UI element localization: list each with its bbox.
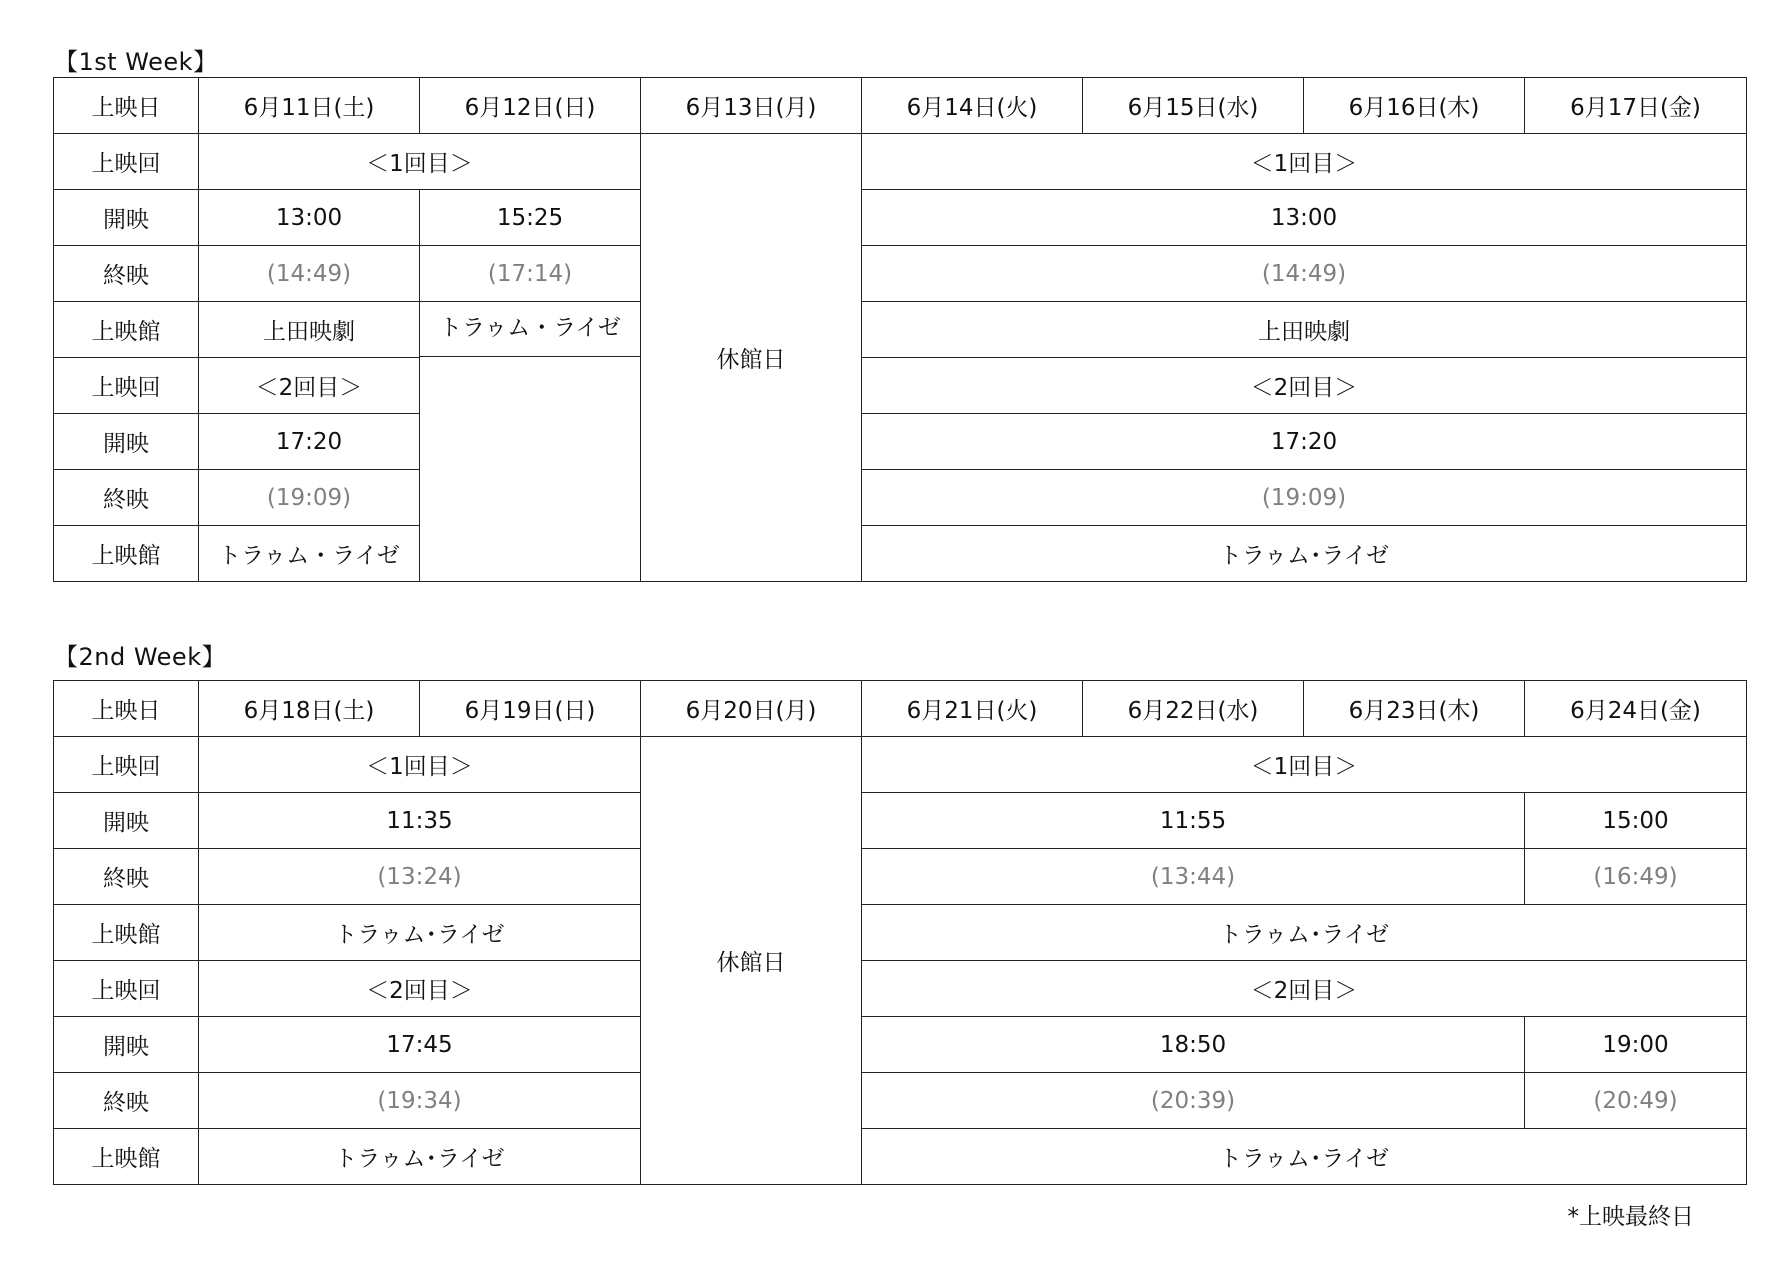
fri-round2-start: 19:00	[1525, 1017, 1747, 1073]
end-time: (14:49)	[266, 260, 352, 287]
week1-start1-row	[54, 190, 1747, 246]
sat-round1-start: 13:00	[199, 190, 420, 246]
date-header-wed: 6月22日(水)	[1083, 681, 1304, 737]
footnote-last-day: *上映最終日	[1567, 1204, 1694, 1230]
week2-start2-row	[54, 1017, 1747, 1073]
date-header-wed: 6月15日(水)	[1083, 78, 1304, 134]
week2-end2-row	[54, 1073, 1747, 1129]
sat-round2-venue: トラゥム・ライゼ	[199, 526, 420, 582]
row-label-round: 上映回	[54, 961, 199, 1017]
weekday-round1-start: 11:55	[862, 793, 1525, 849]
week2-end1-row	[54, 849, 1747, 905]
row-label-venue: 上映館	[54, 526, 199, 582]
week1-end1-row	[54, 246, 1747, 302]
end-time: (16:49)	[1593, 863, 1678, 890]
date-header-mon: 6月20日(月)	[641, 681, 862, 737]
end-time: (20:39)	[1150, 1087, 1236, 1114]
sat-round2-start: 17:20	[199, 414, 420, 470]
weekend-round2-end	[199, 1073, 641, 1129]
weekday-round2-end	[862, 470, 1747, 526]
closed-day-cell: 休館日	[641, 737, 862, 1185]
fri-round1-end	[1525, 849, 1747, 905]
week2-venue2-row	[54, 1129, 1747, 1185]
weekday-round1-label: ＜1回目＞	[862, 737, 1747, 793]
weekend-round1-venue: トラゥム･ライゼ	[199, 905, 641, 961]
weekday-round2-label: ＜2回目＞	[862, 358, 1747, 414]
end-time: (19:09)	[1261, 484, 1347, 511]
row-label-date: 上映日	[54, 681, 199, 737]
sun-venue-text: トラゥム・ライゼ	[419, 301, 641, 357]
sun-round1-end	[420, 246, 641, 302]
weekday-round2-label: ＜2回目＞	[862, 961, 1747, 1017]
row-label-start: 開映	[54, 190, 199, 246]
row-label-round: 上映回	[54, 737, 199, 793]
week1-venue2-row	[54, 526, 1747, 582]
weekday-round2-venue: トラゥム･ライゼ	[862, 526, 1747, 582]
fri-round1-start: 15:00	[1525, 793, 1747, 849]
week1-date-row	[54, 78, 1747, 134]
row-label-end: 終映	[54, 1073, 199, 1129]
fri-round2-end	[1525, 1073, 1747, 1129]
date-header-thu: 6月16日(木)	[1304, 78, 1525, 134]
row-label-end: 終映	[54, 470, 199, 526]
weekend-round1-label: ＜1回目＞	[199, 737, 641, 793]
sat-round1-venue: 上田映劇	[199, 302, 420, 358]
week1-schedule-table	[53, 77, 1747, 582]
end-time: (19:34)	[377, 1087, 462, 1114]
weekday-round2-start: 17:20	[862, 414, 1747, 470]
row-label-round: 上映回	[54, 358, 199, 414]
sun-round1-start: 15:25	[420, 190, 641, 246]
week1-venue1-row	[54, 302, 1747, 358]
row-label-venue: 上映館	[54, 1129, 199, 1185]
week2-date-row	[54, 681, 1747, 737]
date-header-sat: 6月11日(土)	[199, 78, 420, 134]
weekend-round1-start: 11:35	[199, 793, 641, 849]
row-label-end: 終映	[54, 849, 199, 905]
weekend-round1-label: ＜1回目＞	[199, 134, 641, 190]
row-label-start: 開映	[54, 1017, 199, 1073]
weekday-round2-venue: トラゥム･ライゼ	[862, 1129, 1747, 1185]
date-header-fri: 6月17日(金)	[1525, 78, 1747, 134]
row-label-start: 開映	[54, 414, 199, 470]
closed-day-cell: 休館日	[641, 134, 862, 582]
date-header-thu: 6月23日(木)	[1304, 681, 1525, 737]
week2-title: 【2nd Week】	[54, 643, 227, 671]
date-header-fri: 6月24日(金)	[1525, 681, 1747, 737]
end-time: (14:49)	[1261, 260, 1347, 287]
row-label-round: 上映回	[54, 134, 199, 190]
sat-round2-end	[199, 470, 420, 526]
weekday-round1-venue: トラゥム･ライゼ	[862, 905, 1747, 961]
row-label-start: 開映	[54, 793, 199, 849]
sun-round1-venue	[420, 302, 641, 582]
weekday-round2-end	[862, 1073, 1525, 1129]
week1-end2-row	[54, 470, 1747, 526]
end-time: (17:14)	[487, 260, 573, 287]
weekday-round1-venue: 上田映劇	[862, 302, 1747, 358]
week1-round2-row	[54, 358, 1747, 414]
weekend-round2-start: 17:45	[199, 1017, 641, 1073]
weekday-round1-end	[862, 246, 1747, 302]
row-label-end: 終映	[54, 246, 199, 302]
weekday-round1-start: 13:00	[862, 190, 1747, 246]
weekday-round1-label: ＜1回目＞	[862, 134, 1747, 190]
date-header-sun: 6月12日(日)	[420, 78, 641, 134]
date-header-sat: 6月18日(土)	[199, 681, 420, 737]
date-header-tue: 6月14日(火)	[862, 78, 1083, 134]
weekend-round2-label: ＜2回目＞	[199, 961, 641, 1017]
week2-venue1-row	[54, 905, 1747, 961]
row-label-venue: 上映館	[54, 905, 199, 961]
end-time: (20:49)	[1593, 1087, 1678, 1114]
sat-round1-end	[199, 246, 420, 302]
weekend-round2-venue: トラゥム･ライゼ	[199, 1129, 641, 1185]
weekday-round1-end	[862, 849, 1525, 905]
week1-start2-row	[54, 414, 1747, 470]
date-header-tue: 6月21日(火)	[862, 681, 1083, 737]
date-header-sun: 6月19日(日)	[420, 681, 641, 737]
sat-round2-label: ＜2回目＞	[199, 358, 420, 414]
week2-round2-row	[54, 961, 1747, 1017]
date-header-mon: 6月13日(月)	[641, 78, 862, 134]
week2-schedule-table	[53, 680, 1747, 1185]
week1-title: 【1st Week】	[54, 48, 218, 76]
week2-round1-row	[54, 737, 1747, 793]
end-time: (19:09)	[266, 484, 352, 511]
week2-start1-row	[54, 793, 1747, 849]
week1-round1-row	[54, 134, 1747, 190]
end-time: (13:44)	[1150, 863, 1236, 890]
row-label-date: 上映日	[54, 78, 199, 134]
row-label-venue: 上映館	[54, 302, 199, 358]
end-time: (13:24)	[377, 863, 462, 890]
weekend-round1-end	[199, 849, 641, 905]
weekday-round2-start: 18:50	[862, 1017, 1525, 1073]
